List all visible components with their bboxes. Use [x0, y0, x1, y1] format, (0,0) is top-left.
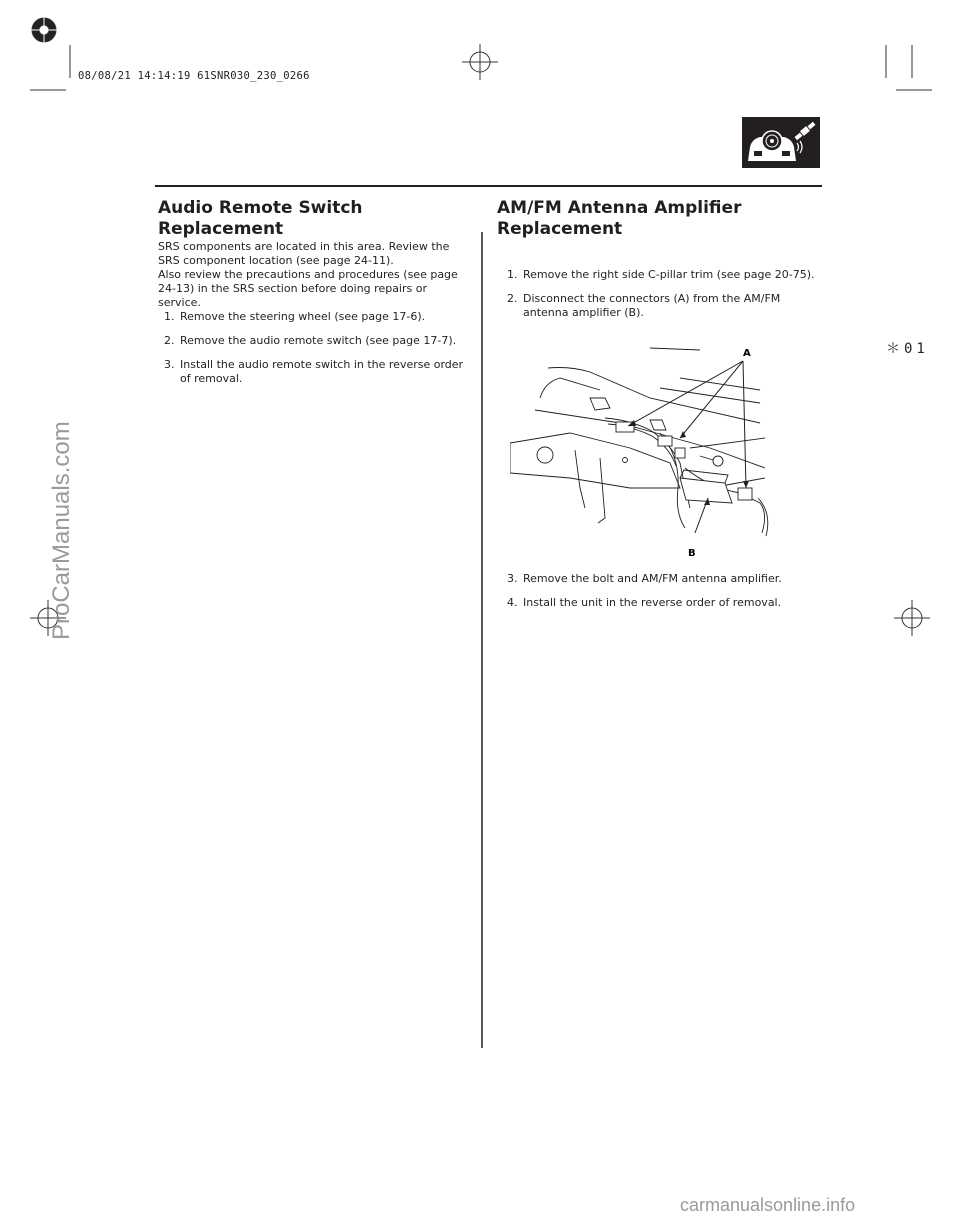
- list-item: 1. Remove the steering wheel (see page 17-6).: [164, 310, 426, 323]
- audio-navigation-section-icon: [742, 117, 820, 168]
- list-item: 4. Install the unit in the reverse order of removal.: [507, 596, 782, 609]
- label-a: A: [743, 348, 751, 359]
- side-watermark: ProCarManuals.com: [48, 421, 75, 640]
- list-item: 3. Install the audio remote switch in the reverse order of removal.: [164, 358, 464, 385]
- list-item: 2. Remove the audio remote switch (see page 17-7).: [164, 334, 457, 347]
- footer-watermark: carmanualsonline.info: [680, 1195, 856, 1215]
- label-b: B: [688, 548, 696, 559]
- srs-warning-text: SRS components are located in this area. Review the SRS component location (see page 24-11). Also review the precautions and procedures (see page 24-13) in the SRS section before doing repairs or service.: [158, 240, 458, 309]
- right-steps-list-1: [507, 268, 817, 330]
- left-steps-list: [164, 310, 469, 396]
- list-item: 2. Disconnect the connectors (A) from the AM/FM antenna amplifier (B).: [507, 292, 781, 319]
- revision-mark: ＊01: [886, 341, 929, 357]
- print-stamp: 08/08/21 14:14:19 61SNR030_230_0266: [78, 70, 310, 82]
- antenna-amplifier-heading: AM/FM Antenna Amplifier Replacement: [497, 198, 742, 239]
- audio-remote-switch-heading: Audio Remote Switch Replacement: [158, 198, 363, 239]
- list-item: 3. Remove the bolt and AM/FM antenna amplifier.: [507, 572, 782, 585]
- antenna-amplifier-figure: [510, 338, 780, 568]
- right-steps-list-2: [507, 572, 817, 620]
- list-item: 1. Remove the right side C-pillar trim (see page 20-75).: [507, 268, 815, 281]
